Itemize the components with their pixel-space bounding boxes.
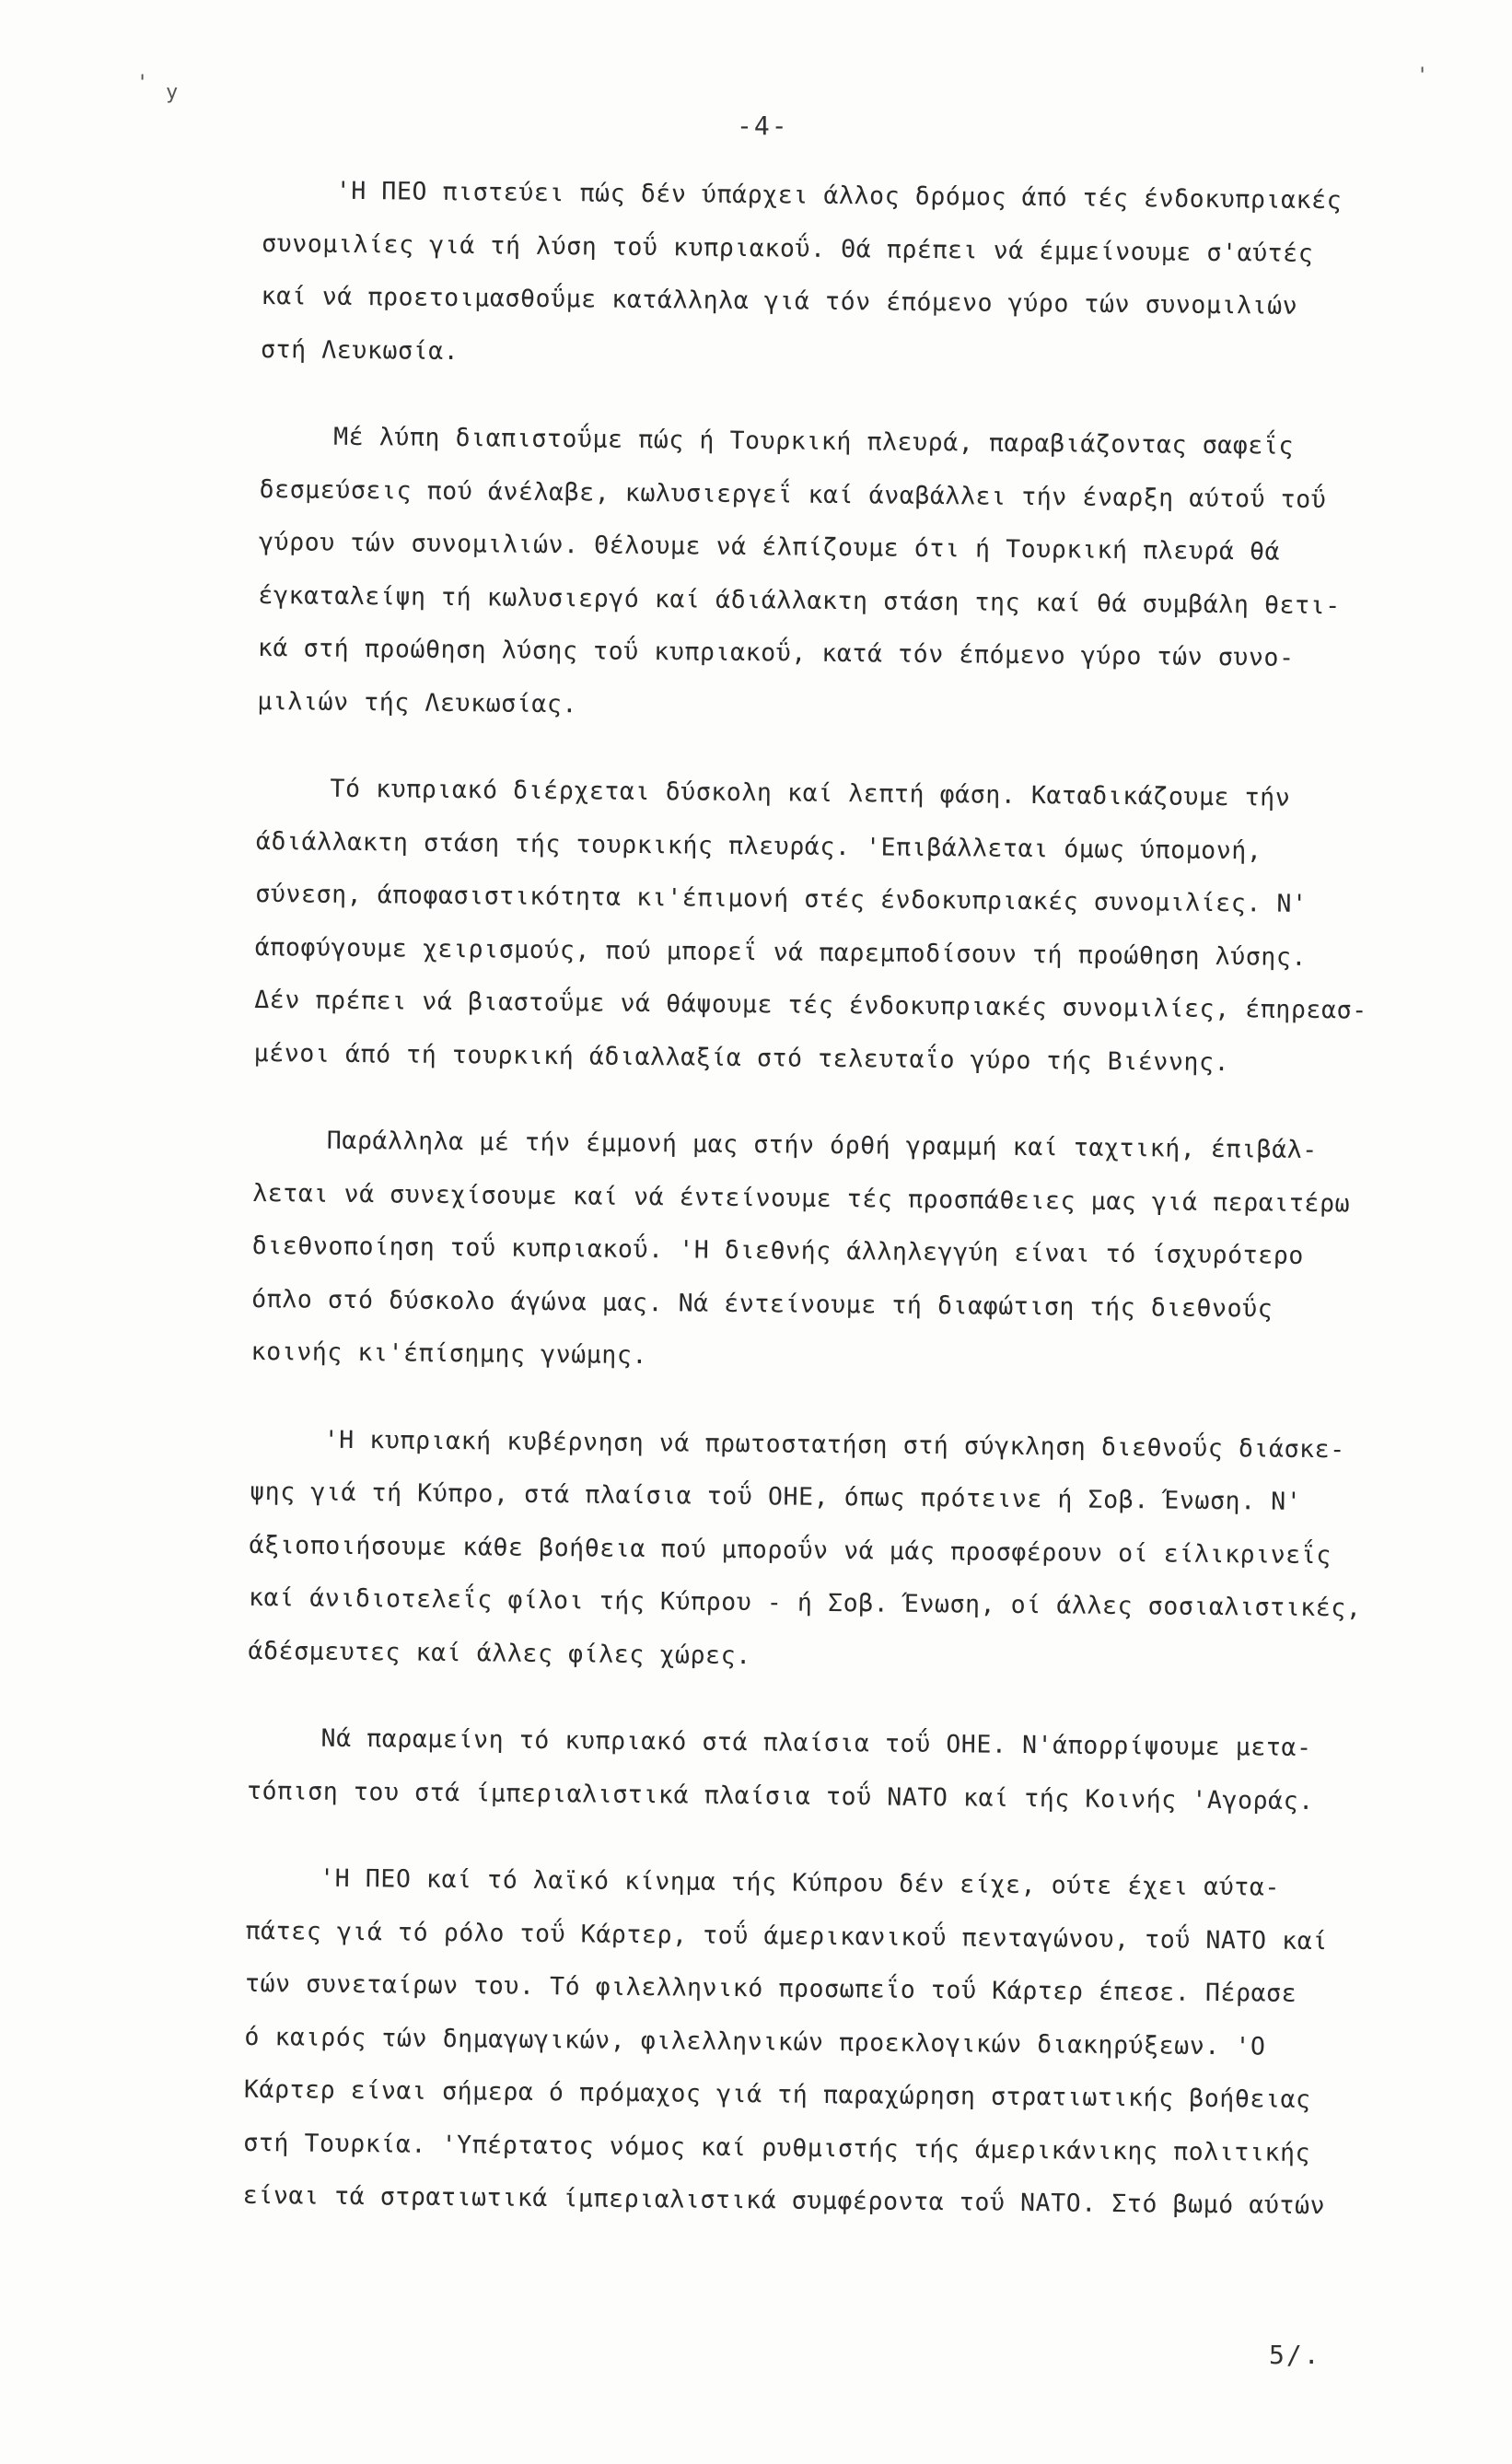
text-line: μιλιών τής Λευκωσίας. xyxy=(257,686,578,718)
margin-mark: ' xyxy=(1416,64,1429,88)
continuation-page-ref: 5/. xyxy=(1269,2340,1321,2370)
text-line: δεσμεύσεις πού άνέλαβε, κωλυσιεργεΐ καί άναβάλλει τήν έναρξη αύτοΰ τοΰ xyxy=(259,474,1327,514)
text-line: τόπιση του στά ίμπεριαλιστικά πλαίσια τοΰ ΝΑΤΟ καί τής Κοινής 'Αγοράς. xyxy=(246,1776,1314,1816)
text-line: άξιοποιήσουμε κάθε βοήθεια πού μποροΰν νά μάς προσφέρουν οί είλικρινεΐς xyxy=(249,1530,1332,1570)
paragraph xyxy=(261,164,1377,387)
text-line: Δέν πρέπει νά βιαστοΰμε νά θάψουμε τές ένδοκυπριακές συνομιλίες, έπηρεασ- xyxy=(254,985,1367,1025)
paragraph xyxy=(243,1851,1361,2233)
text-line: πάτες γιά τό ρόλο τοΰ Κάρτερ, τοΰ άμερικανικοΰ πενταγώνου, τοΰ ΝΑΤΟ καί xyxy=(245,1916,1329,1956)
text-line: Μέ λύπη διαπιστοΰμε πώς ή Τουρκική πλευρά, παραβιάζοντας σαφεΐς xyxy=(333,422,1295,461)
text-line: Κάρτερ είναι σήμερα ό πρόμαχος γιά τή παραχώρηση στρατιωτικής βοήθειας xyxy=(243,2074,1311,2115)
text-line: τών συνεταίρων του. Τό φιλελληνικό προσωπεΐο τοΰ Κάρτερ έπεσε. Πέρασε xyxy=(244,1968,1297,2008)
text-line: Τό κυπριακό διέρχεται δύσκολη καί λεπτή φάση. Καταδικάζουμε τήν xyxy=(330,774,1291,812)
text-line: ό καιρός τών δημαγωγικών, φιλελληνικών προεκλογικών διακηρύξεων. 'Ο xyxy=(244,2022,1266,2061)
text-line: άδιάλλακτη στάση τής τουρκικής πλευράς. 'Επιβάλλεται όμως ύπομονή, xyxy=(255,826,1262,865)
text-line: διεθνοποίηση τοΰ κυπριακοΰ. 'Η διεθνής άλληλεγγύη είναι τό ίσχυρότερο xyxy=(251,1231,1305,1270)
text-line: στή Λευκωσία. xyxy=(260,334,459,366)
text-line: κοινής κι'έπίσημης γνώμης. xyxy=(250,1337,648,1371)
text-line: 'Η ΠΕΟ καί τό λαϊκό κίνημα τής Κύπρου δέν είχε, ούτε έχει αύτα- xyxy=(319,1863,1281,1902)
text-line: ψης γιά τή Κύπρο, στά πλαίσια τοΰ ΟΗΕ, όπως πρότεινε ή Σοβ. Ένωση. Ν' xyxy=(250,1477,1302,1516)
text-line: γύρου τών συνομιλιών. Θέλουμε νά έλπίζουμε ότι ή Τουρκική πλευρά θά xyxy=(258,527,1281,566)
text-line: 'Η κυπριακή κυβέρνηση νά πρωτοστατήση στή σύγκληση διεθνοΰς διάσκε- xyxy=(323,1425,1345,1464)
document-body xyxy=(242,164,1377,2267)
page-number: -4- xyxy=(737,111,789,141)
text-line: Νά παραμείνη τό κυπριακό στά πλαίσια τοΰ ΟΗΕ. Ν'άπορρίψουμε μετα- xyxy=(320,1723,1312,1763)
text-line: στή Τουρκία. 'Υπέρτατος νόμος καί ρυθμιστής τής άμερικάνικης πολιτικής xyxy=(243,2128,1311,2167)
text-line: σύνεση, άποφασιστικότητα κι'έπιμονή στές ένδοκυπριακές συνομιλίες. Ν' xyxy=(255,879,1308,918)
text-line: κά στή προώθηση λύσης τοΰ κυπριακοΰ, κατά τόν έπόμενο γύρο τών συνο- xyxy=(257,633,1295,672)
text-line: όπλο στό δύσκολο άγώνα μας. Νά έντείνουμε τή διαφώτιση τής διεθνοΰς xyxy=(251,1284,1274,1324)
text-line: συνομιλίες γιά τή λύση τοΰ κυπριακοΰ. Θά πρέπει νά έμμείνουμε σ'αύτές xyxy=(262,228,1314,268)
text-line: καί άνιδιοτελεΐς φίλοι τής Κύπρου - ή Σοβ. Ένωση, οί άλλες σοσιαλιστικές, xyxy=(248,1582,1362,1623)
paragraph xyxy=(247,1711,1362,1828)
text-line: 'Η ΠΕΟ πιστεύει πώς δέν ύπάρχει άλλος δρόμος άπό τές ένδοκυπριακές xyxy=(335,176,1343,216)
margin-mark: у xyxy=(166,81,179,104)
text-line: είναι τά στρατιωτικά ίμπεριαλιστικά συμφέροντα τοΰ ΝΑΤΟ. Στό βωμό αύτών xyxy=(242,2180,1326,2221)
text-line: άδέσμευτες καί άλλες φίλες χώρες. xyxy=(248,1636,751,1670)
text-line: Παράλληλα μέ τήν έμμονή μας στήν όρθή γραμμή καί ταχτική, έπιβάλ- xyxy=(326,1126,1318,1165)
text-line: έγκαταλείψη τή κωλυσιεργό καί άδιάλλακτη στάση της καί θά συμβάλη θετι- xyxy=(258,580,1341,620)
text-line: καί νά προετοιμασθοΰμε κατάλληλα γιά τόν έπόμενο γύρο τών συνομιλιών xyxy=(261,281,1298,321)
text-line: μένοι άπό τή τουρκική άδιαλλαξία στό τελευταΐο γύρο τής Βιέννης. xyxy=(253,1038,1230,1077)
margin-mark: ' xyxy=(136,72,149,95)
paragraph xyxy=(250,1114,1367,1389)
text-line: άποφύγουμε χειρισμούς, πού μπορεΐ νά παρεμποδίσουν τή προώθηση λύσης. xyxy=(254,932,1308,972)
paragraph xyxy=(248,1412,1365,1687)
paragraph xyxy=(253,762,1370,1091)
text-line: λεται νά συνεχίσουμε καί νά έντείνουμε τές προσπάθειες μας γιά περαιτέρω xyxy=(252,1178,1351,1218)
paragraph xyxy=(257,410,1374,739)
